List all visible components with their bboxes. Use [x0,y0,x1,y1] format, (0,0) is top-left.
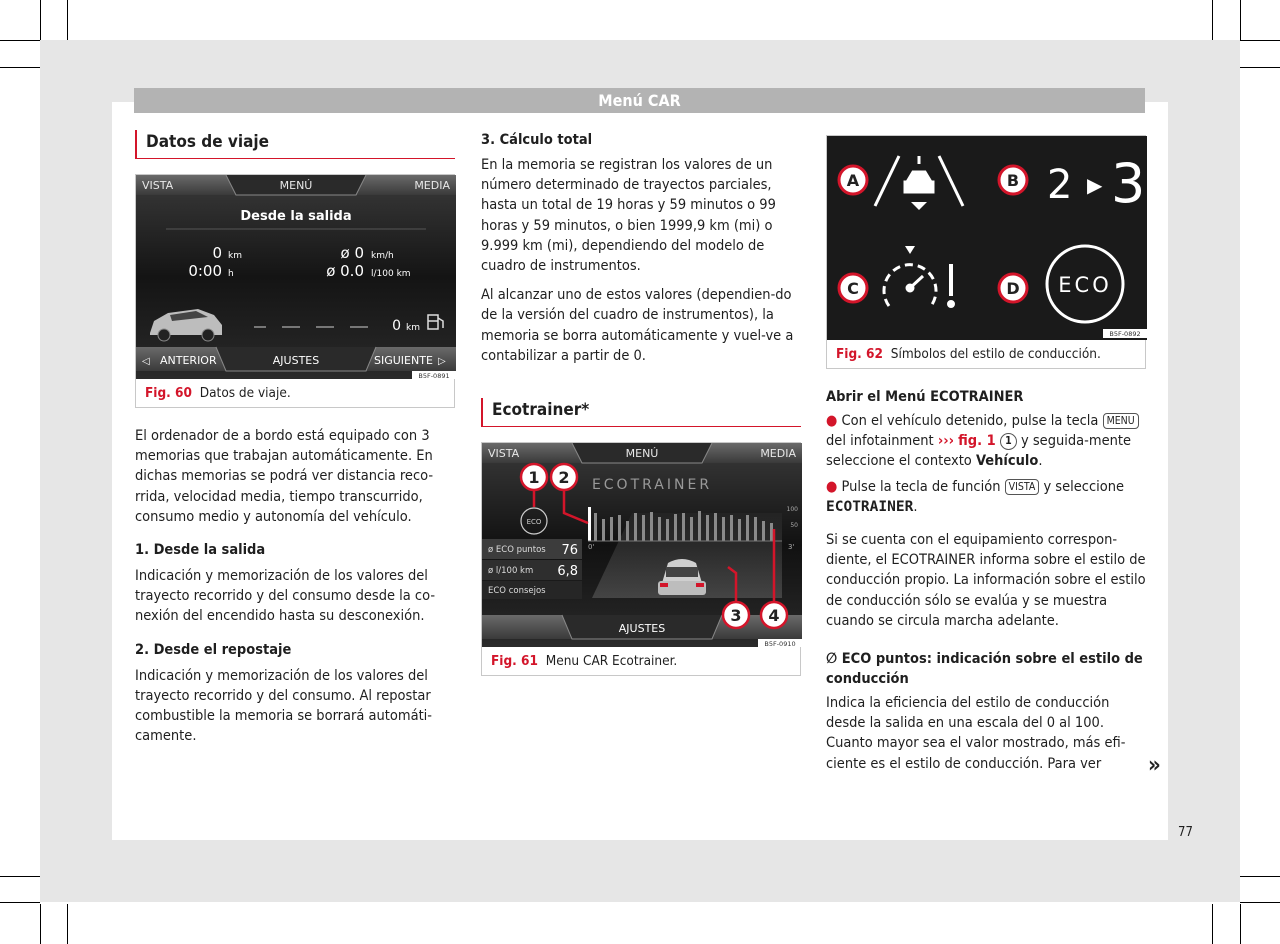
figure-caption [827,340,1145,368]
menu-menu: MENÚ [279,179,313,192]
subheading-abrir-menu: Abrir el Menú ECOTRAINER [826,389,1024,405]
subheading-calculo-total: 3. Cálculo total [481,132,593,148]
figure-code: B5F-0891 [418,372,450,379]
right-column [826,135,1146,787]
ecotrainer-screen [482,443,802,647]
crop-mark [0,67,40,68]
paragraph-ecotrainer-info: Si se cuenta con el equipamiento correspon-diente, el ECOTRAINER informa sobre el estilo de conducción propio. La información sobre el estilo de conducción sólo se evalúa y se muestra cuando se circula marcha adelante. [826,532,1146,629]
crop-mark [1240,876,1280,877]
figure-caption-text: Menu CAR Ecotrainer. [545,653,678,670]
figure-61 [481,442,801,676]
menu-menu: MENÚ [625,447,659,461]
figure-caption-text: Datos de viaje. [199,385,291,401]
eco-points-value: 76 [561,543,578,559]
figure-number: Fig. 62 [836,346,883,362]
middle-column [481,130,801,694]
time-value: 0:00 [188,262,222,280]
paragraph-calculo-total-2: Al alcanzar uno de estos valores (dependien-do de la versión del cuadro de instrumentos), la memoria se borra automáticamente y vuel-ve a contabilizar a partir de 0. [481,287,794,364]
menu-key: MENU [1103,413,1139,429]
svg-text:A: A [846,171,860,190]
paragraph-calculo-total-1: En la memoria se registran los valores de un número determinado de trayectos parciales, hasta un total de 19 horas y 59 minutos o 99 horas y 59 minutos, o bien 1999,9 km (mi) o 9.999 km (mi), dependiendo del modelo de cuadro de instrumentos. [481,157,776,275]
subheading-eco-puntos: ∅ ECO puntos: indicación sobre el estilo de conducción [826,651,1143,688]
vista-key: VISTA [1005,479,1040,495]
menu-media: MEDIA [414,179,450,192]
left-column [135,130,455,759]
svg-text:1: 1 [528,468,540,488]
bullet-dot-icon: ● [826,478,838,495]
figure-60 [135,174,455,408]
crop-mark [40,0,41,40]
paragraph-desde-la-salida: Indicación y memorización de los valores del trayecto recorrido y del consumo desde la co-nexión del encendido hasta su desconexión. [135,568,436,625]
time-end: 3' [788,543,795,552]
svg-text:2: 2 [558,468,570,488]
bottom-siguiente: SIGUIENTE [374,354,433,367]
time-unit: h [228,269,234,279]
avg-speed-value: ø 0 [340,244,364,262]
menu-vista: VISTA [488,447,520,461]
gear-arrow-icon: ▶ [1087,173,1103,197]
page-header: Menú CAR [134,88,1145,113]
gear-to: 3 [1111,152,1146,215]
right-arrow-icon: ▷ [438,356,446,367]
callout-4 [761,602,787,628]
figure-caption [136,379,454,407]
crop-mark [0,40,40,41]
crop-mark [40,904,41,944]
bottom-anterior: ANTERIOR [160,354,217,367]
crop-mark [67,904,68,944]
intro-paragraph: El ordenador de a bordo está equipado con 3 memorias que trabajan automáticamente. En dichas memorias se podrá ver distancia reco-rrida, velocidad media, tiempo transcurrido, consumo medio y autonomía del vehículo. [135,428,434,525]
gear-from: 2 [1047,162,1073,208]
figure-caption [482,647,800,675]
consumption-value: 6,8 [557,564,578,580]
bottom-ajustes: AJUSTES [618,622,666,636]
time-start: 0' [588,543,595,552]
crop-mark [1240,902,1280,903]
screen-title: Desde la salida [240,209,352,224]
subheading-desde-la-salida: 1. Desde la salida [135,542,266,559]
eco-badge-text: ECO [526,518,542,527]
consumption-bars [594,511,773,541]
figure-number: Fig. 61 [491,653,538,670]
menu-vista: VISTA [142,179,174,192]
scale-mid: 50 [790,522,798,530]
crop-mark [1240,904,1241,944]
bullet-dot-icon: ● [826,413,838,429]
paragraph-desde-el-repostaje: Indicación y memorización de los valores del trayecto recorrido y del consumo. Al repostar combustible la memoria se borrará automáti-camente. [135,667,433,745]
driving-style-symbols [827,136,1147,340]
svg-text:4: 4 [768,606,780,626]
eco-text: ECO [1058,273,1112,297]
continue-mark: » [1148,753,1161,778]
svg-text:3: 3 [730,606,742,626]
figure-code: B5F-0910 [764,640,796,648]
ecotrainer-logo: ECOTRAINER [591,477,713,494]
svg-text:B: B [1006,171,1020,190]
avg-consumption-unit: l/100 km [371,269,411,279]
crop-mark [1240,67,1280,68]
range-unit: km [406,323,420,333]
callout-2 [551,464,577,490]
svg-text:D: D [1006,279,1020,298]
bottom-ajustes: AJUSTES [272,354,320,367]
crop-mark [1212,0,1213,40]
distance-unit: km [228,251,242,261]
callout-1 [521,464,547,490]
callout-3 [723,602,749,628]
section-title-datos-de-viaje: Datos de viaje [135,130,455,159]
eco-tips-label: ECO consejos [488,586,546,597]
range-value: 0 [392,318,401,334]
figure-62 [826,135,1146,369]
section-title-ecotrainer: Ecotrainer* [481,398,801,427]
page-number: 77 [1178,825,1193,840]
bullet-2: ● Pulse la tecla de función VISTA y seleccione ECOTRAINER. [826,478,1125,515]
left-arrow-icon: ◁ [142,356,150,367]
menu-media: MEDIA [760,447,796,461]
trip-data-screen [136,175,456,379]
figure-code: B5F-0892 [1109,330,1141,338]
avg-speed-unit: km/h [371,251,394,261]
bullet-1: ● Con el vehículo detenido, pulse la tecla MENU del infotainment ››› fig. 1 1 y seguida-mente seleccione el contexto Vehículo. [826,411,1146,472]
crop-mark [67,0,68,40]
figure-number: Fig. 60 [145,385,192,401]
paragraph-eco-puntos: Indica la eficiencia del estilo de conducción desde la salida en una escala del 0 al 100. Cuanto mayor sea el valor mostrado, más efi-ciente es el estilo de conducción. Para ver [826,695,1126,772]
callout-ref-1: 1 [1000,433,1017,450]
figure-caption-text: Símbolos del estilo de conducción. [890,346,1101,362]
crop-mark [0,876,40,877]
eco-points-label: ø ECO puntos [488,545,546,556]
crop-mark [0,902,40,903]
xref-fig-1[interactable]: fig. 1 [958,433,996,450]
xref-arrow: ››› [937,433,954,450]
distance-value: 0 [212,244,222,262]
avg-consumption-value: ø 0.0 [326,262,364,280]
svg-text:C: C [847,279,859,298]
crop-mark [1212,904,1213,944]
crop-mark [1240,40,1280,41]
subheading-desde-el-repostaje: 2. Desde el repostaje [135,641,292,658]
consumption-label: ø l/100 km [488,566,534,577]
crop-mark [1240,0,1241,40]
scale-top: 100 [786,506,798,514]
